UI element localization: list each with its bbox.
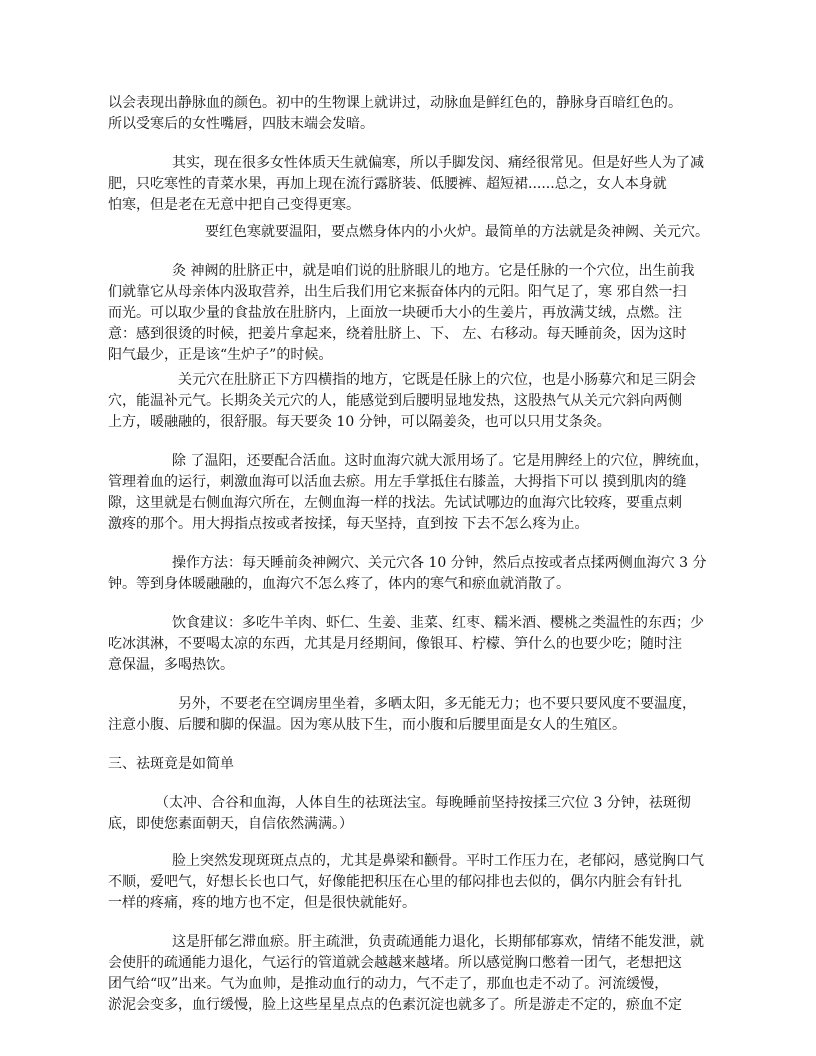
- text-line: 钟。等到身体暖融融的，血海穴不怎么疼了，体内的寒气和瘀血就消散了。: [108, 576, 570, 592]
- text-line: 其实，现在很多女性体质天生就偏寒，所以手脚发闵、痛经很常见。但是好些人为了减: [172, 155, 704, 171]
- text-line: 阳气最少，正是该“生炉子”的时候。: [108, 347, 333, 363]
- paragraph: [108, 553, 718, 595]
- text-line: 底，即使您素面朝天，自信依然满满。）: [108, 816, 353, 832]
- paragraph: [108, 932, 718, 1016]
- text-line: 团气给“叹”出来。气为血帅，是推动血行的动力，气不走了，那血也走不动了。河流缓慢，: [108, 976, 669, 992]
- text-line: 灸 神阙的肚脐正中，就是咱们说的肚脐眼儿的地方。它是任脉的一个穴位，出生前我: [172, 263, 695, 279]
- text-line: 肥，只吃寒性的青菜水果，再加上现在流行露脐装、低腰裤、超短裙......总之，女人本身就: [108, 176, 667, 192]
- text-line: 操作方法：每天睡前灸神阙穴、关元穴各 10 分钟，然后点按或者点揉两侧血海穴 3 分: [172, 555, 707, 571]
- text-line: 怕寒，但是老在无意中把自己变得更寒。: [108, 197, 360, 213]
- paragraph: [108, 153, 718, 216]
- text-line: 隙，这里就是右侧血海穴所在，左侧血海一样的找法。先试试哪边的血海穴比较疼，要重点刺: [108, 495, 682, 511]
- text-line: 饮食建议：多吃牛羊肉、虾仁、生姜、韭菜、红枣、糯米酒、樱桃之类温性的东西；少: [172, 615, 704, 631]
- text-line: 所以受寒后的女性嘴唇，四肢末端会发暗。: [108, 116, 374, 132]
- text-line: 吃冰淇淋，不要喝太凉的东西，尤其是月经期间，像银耳、柠檬、笋什么的也要少吃；随时注: [108, 636, 682, 652]
- text-line: 淤泥会变多，血行缓慢，脸上这些星星点点的色素沉淀也就多了。所是游走不定的，瘀血不定: [108, 997, 682, 1013]
- text-line: 一样的疼痛，疼的地方也不定，但是很快就能好。: [108, 895, 416, 911]
- text-line: 意：感到很烫的时候，把姜片拿起来，绕着肚脐上、下、 左、右移动。每天睡前灸，因为这时: [108, 326, 687, 342]
- paragraph: [108, 851, 718, 914]
- text-line: 以会表现出静脉血的颜色。初中的生物课上就讲过，动脉血是鲜红色的，静脉身百暗红色的。: [108, 95, 682, 111]
- paragraph: [108, 451, 718, 535]
- paragraph: [108, 793, 718, 835]
- text-line: 们就靠它从母亲体内汲取营养，出生后我们用它来振奋体内的元阳。阳气足了，寒 邪自然一扫: [108, 284, 687, 300]
- text-line: 意保温，多喝热饮。: [108, 657, 234, 673]
- text-line: 不顺，爱吧气，好想长长也口气，好像能把积压在心里的郁闷排也去似的，偶尔内脏会有针扎: [108, 874, 682, 890]
- paragraph: [108, 613, 718, 676]
- paragraph: [108, 370, 718, 433]
- text-line: 三、祛斑竟是如简单: [108, 756, 234, 772]
- text-line: （太冲、合谷和血海，人体自生的祛斑法宝。每晚睡前坚持按揉三穴位 3 分钟，祛斑彻: [155, 795, 691, 811]
- text-line: 另外，不要老在空调房里坐着，多晒太阳，多无能无力；也不要只要风度不要温度，: [178, 696, 696, 712]
- text-line: 关元穴在肚脐正下方四横指的地方，它既是任脉上的穴位，也是小肠募穴和足三阴会: [178, 372, 696, 388]
- text-line: 会使肝的疏通能力退化，气运行的管道就会越越来越堵。所以感觉胸口憋着一团气，老想把这: [108, 955, 682, 971]
- section-heading: [108, 754, 718, 775]
- paragraph: [108, 694, 718, 736]
- text-line: 这是肝郁乞滞血瘀。肝主疏泄，负责疏通能力退化，长期郁郁寡欢，情绪不能发泄，就: [172, 934, 704, 950]
- paragraph: [108, 261, 718, 366]
- text-line: 而光。可以取少量的食盐放在肚脐内，上面放一块硬币大小的生姜片，再放满艾绒，点燃。注: [108, 305, 682, 321]
- text-line: 要红色寒就要温阳，要点燃身体内的小火炉。最简单的方法就是灸神阙、关元穴。: [205, 224, 709, 240]
- text-line: 管理着血的运行，刺激血海可以活血去瘀。用左手掌抵住右膝盖，大拇指下可以 摸到肌肉的缝: [108, 474, 687, 490]
- text-line: 穴，能温补元气。长期灸关元穴的人，能感觉到后腰明显地发热，这股热气从关元穴斜向两侧: [108, 393, 682, 409]
- text-line: 注意小腹、后腰和脚的保温。因为寒从肢下生，而小腹和后腰里面是女人的生殖区。: [108, 717, 626, 733]
- paragraph: [108, 222, 718, 243]
- text-line: 除 了温阳，还要配合活血。这时血海穴就大派用场了。它是用脾经上的穴位，脾统血，: [172, 453, 709, 469]
- text-line: 激疼的那个。用大拇指点按或者按揉，每天坚持，直到按 下去不怎么疼为止。: [108, 516, 589, 532]
- text-line: 上方，暖融融的，很舒服。每天要灸 10 分钟，可以隔姜灸，也可以只用艾条灸。: [108, 414, 611, 430]
- paragraph: [108, 93, 718, 135]
- text-line: 脸上突然发现斑斑点点的，尤其是鼻梁和颧骨。平时工作压力在，老郁闷，感觉胸口气: [172, 853, 704, 869]
